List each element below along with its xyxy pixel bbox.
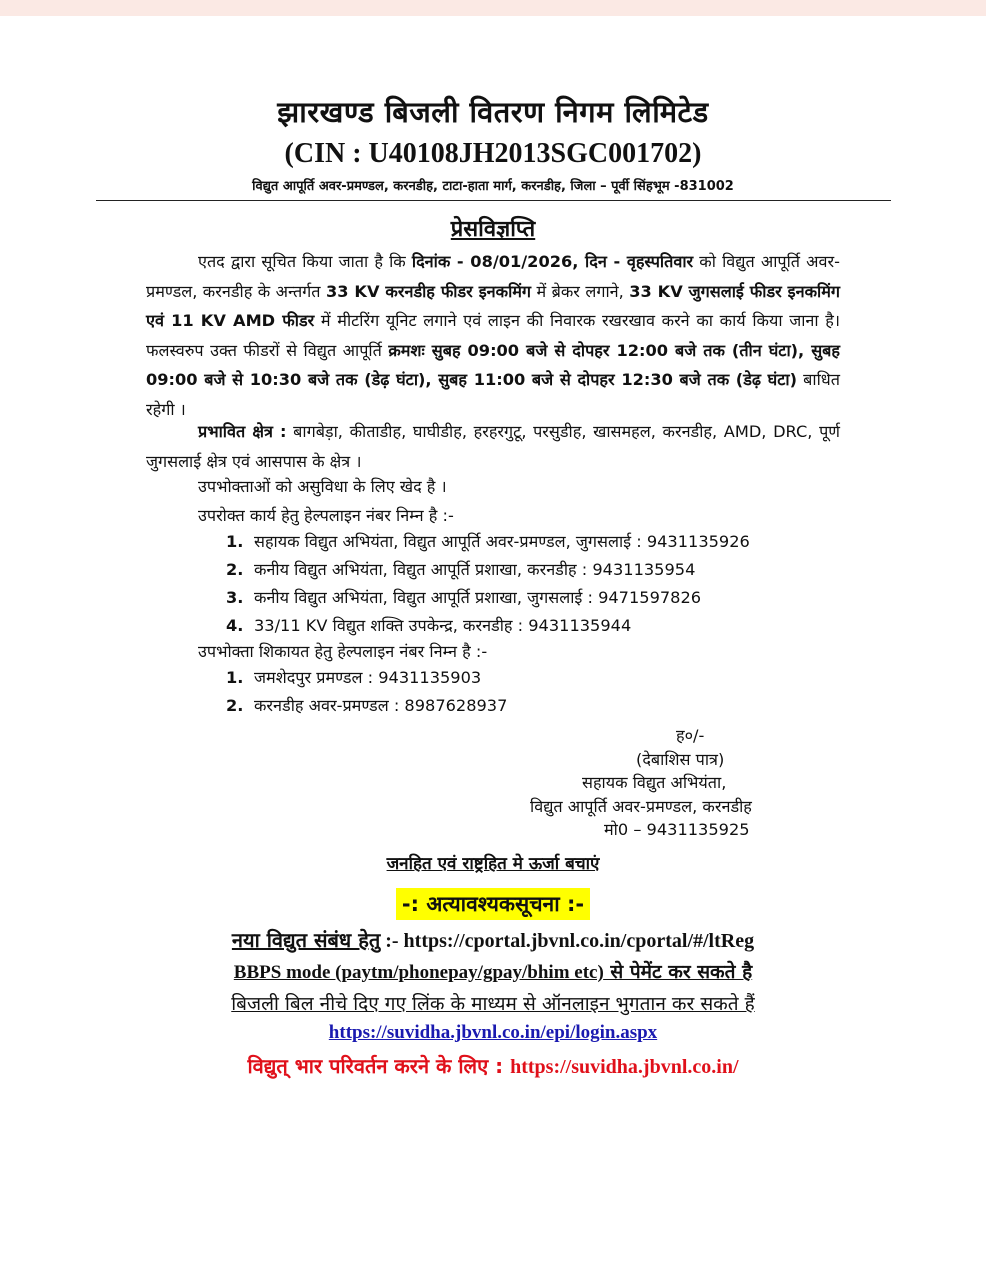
header-divider	[96, 200, 891, 201]
helpline-list	[226, 528, 750, 640]
feeder-name: 33 KV करनडीह फीडर इनकमिंग	[325, 281, 532, 301]
office-address: विद्युत आपूर्ति अवर-प्रमण्डल, करनडीह, टाटा-हाता मार्ग, करनडीह, जिला – पूर्वी सिंहभूम -831002	[252, 179, 734, 194]
complaint-entry: जमशेदपुर प्रमण्डल : 9431135903	[254, 668, 482, 687]
complaint-intro: उपभोक्ता शिकायत हेतु हेल्पलाइन नंबर निम्न है :-	[198, 642, 488, 661]
load-change-url[interactable]: https://suvidha.jbvnl.co.in/	[510, 1056, 739, 1078]
top-band	[0, 0, 986, 16]
new-connection-url[interactable]: :- https://cportal.jbvnl.co.in/cportal/#/ltReg	[380, 930, 755, 952]
apology-line: उपभोक्ताओं को असुविधा के लिए खेद है ।	[198, 477, 447, 496]
list-number: 4.	[226, 616, 244, 635]
notice-date: दिनांक - 08/01/2026, दिन - वृहस्पतिवार	[411, 252, 694, 271]
list-number: 2.	[226, 560, 244, 579]
list-number: 1.	[226, 532, 244, 551]
notice-text: में मीटरिंग यूनिट लगाने एवं लाइन की निवारक रखरखाव करने का कार्य किया जाना है। फलस्वरुप उक्त फीडरों से विद्युत आपूर्ति	[146, 311, 840, 360]
urgent-notice-banner: -: अत्यावश्यकसूचना :-	[396, 888, 590, 920]
bbps-modes: BBPS mode (paytm/phonepay/gpay/bhim etc)	[233, 962, 604, 983]
feeder-name: 33 KV जुगसलाई फीडर इनकमिंग एवं 11 KV AMD फीडर	[146, 281, 840, 330]
affected-areas-paragraph	[146, 417, 840, 476]
notice-text: में ब्रेकर लगाने,	[531, 281, 630, 301]
list-number: 1.	[226, 668, 244, 687]
press-release-title: प्रेसविज्ञप्ति	[450, 217, 536, 242]
list-number: 3.	[226, 588, 244, 607]
list-number: 2.	[226, 696, 244, 715]
load-change-label: विद्युत् भार परिवर्तन करने के लिए :	[247, 1054, 511, 1078]
list-item	[226, 556, 750, 584]
helpline-entry: कनीय विद्युत अभियंता, विद्युत आपूर्ति प्रशाखा, जुगसलाई : 9471597826	[254, 588, 702, 607]
complaint-entry: करनडीह अवर-प्रमण्डल : 8987628937	[254, 696, 508, 715]
signed-mark: ह०/-	[676, 726, 705, 745]
load-change-line	[0, 1052, 986, 1079]
helpline-entry: कनीय विद्युत अभियंता, विद्युत आपूर्ति प्रशाखा, करनडीह : 9431135954	[254, 560, 696, 579]
organization-name: झारखण्ड बिजली वितरण निगम लिमिटेड	[277, 95, 709, 129]
notice-text: बाधित रहेगी ।	[146, 370, 840, 419]
notice-paragraph	[146, 247, 840, 424]
list-item	[226, 528, 750, 556]
notice-text: एतद द्वारा सूचित किया जाता है कि	[198, 252, 412, 271]
complaint-list	[226, 664, 507, 720]
list-item	[226, 664, 507, 692]
outage-timings: क्रमशः सुबह 09:00 बजे से दोपहर 12:00 बजे तक (तीन घंटा), सुबह 09:00 बजे से 10:30 बजे तक (डेढ़ घंटा), सुबह 11:00 बजे से दोपहर 12:30 बजे तक (डेढ़ घंटा)	[146, 340, 840, 389]
helpline-intro: उपरोक्त कार्य हेतु हेल्पलाइन नंबर निम्न है :-	[198, 506, 454, 525]
helpline-entry: सहायक विद्युत अभियंता, विद्युत आपूर्ति अवर-प्रमण्डल, जुगसलाई : 9431135926	[254, 532, 750, 551]
signature-block	[500, 724, 760, 842]
helpline-entry: 33/11 KV विद्युत शक्ति उपकेन्द्र, करनडीह : 9431135944	[254, 616, 632, 635]
list-item	[226, 692, 507, 720]
new-connection-line	[0, 926, 986, 953]
payment-link[interactable]: https://suvidha.jbvnl.co.in/epi/login.aspx	[328, 1022, 658, 1043]
cin-number: (CIN : U40108JH2013SGC001702)	[284, 138, 702, 169]
list-item	[226, 612, 750, 640]
bbps-payment-line	[0, 958, 986, 984]
online-payment-text: बिजली बिल नीचे दिए गए लिंक के माध्यम से ऑनलाइन भुगतान कर सकते हैं	[231, 993, 755, 1015]
bbps-text: से पेमेंट कर सकते है	[603, 961, 753, 983]
new-connection-label: नया विद्युत संबंध हेतु	[231, 928, 381, 952]
energy-saving-slogan: जनहित एवं राष्ट्रहित मे ऊर्जा बचाएं	[386, 854, 600, 874]
affected-areas-list: बागबेड़ा, कीताडीह, घाघीडीह, हरहरगुटू, परसुडीह, खासमहल, करनडीह, AMD, DRC, पूर्ण जुगसलाई क्षेत्र एवं आसपास के क्षेत्र ।	[146, 422, 840, 471]
signatory-mobile: मो0 – 9431135925	[604, 820, 750, 839]
urgent-notice-wrap	[0, 888, 986, 920]
signatory-name: (देबाशिस पात्र)	[636, 749, 725, 769]
list-item	[226, 584, 750, 612]
signatory-office: विद्युत आपूर्ति अवर-प्रमण्डल, करनडीह	[530, 796, 752, 816]
affected-areas-label: प्रभावित क्षेत्र :	[198, 422, 287, 441]
notice-text: को विद्युत आपूर्ति अवर-प्रमण्डल, करनडीह के अन्तर्गत	[146, 252, 841, 301]
signatory-designation: सहायक विद्युत अभियंता,	[582, 773, 727, 792]
